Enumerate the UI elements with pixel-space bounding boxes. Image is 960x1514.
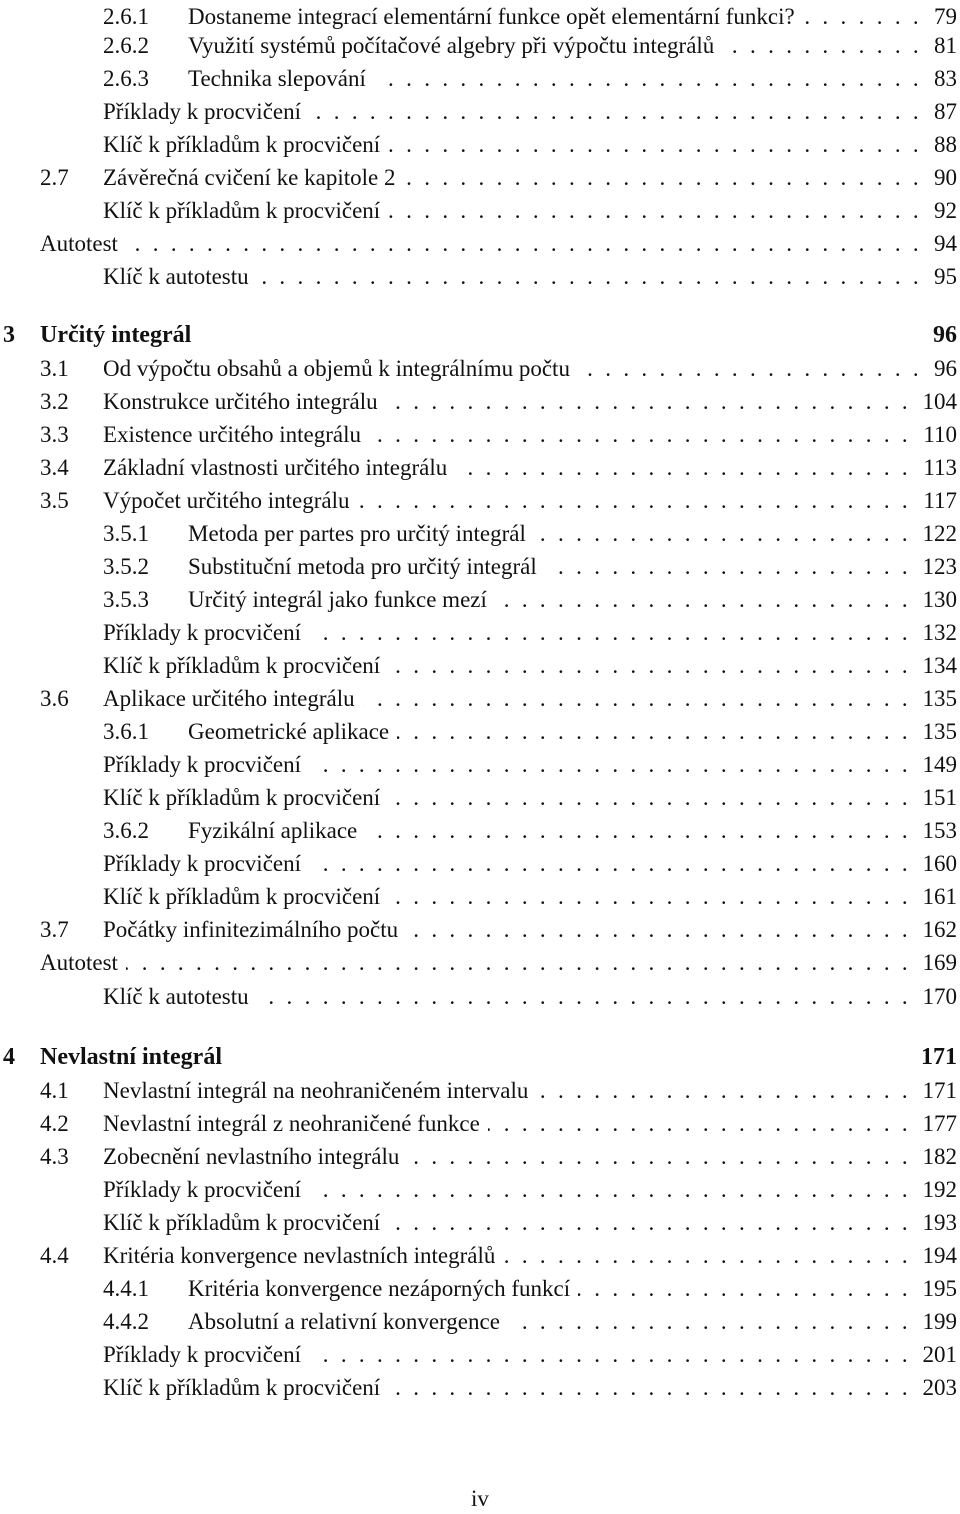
toc-entry-page: 83 [934,66,957,91]
toc-entry-title: Od výpočtu obsahů a objemů k integrálnímu počtu [103,356,570,381]
toc-entry-page: 194 [922,1243,957,1268]
toc-entry[interactable] [0,1239,960,1273]
toc-entry[interactable] [0,1074,960,1108]
toc-leader-dots [578,1272,911,1306]
toc-entry-page: 161 [922,884,957,909]
toc-entry-page: 177 [922,1111,957,1136]
toc-entry-page: 192 [922,1177,957,1202]
toc-entry-page: 169 [922,950,957,975]
toc-entry[interactable] [0,451,960,485]
toc-entry-title: Kritéria konvergence nevlastních integrálů [103,1243,496,1268]
toc-entry[interactable] [0,385,960,419]
toc-entry[interactable] [0,913,960,947]
toc-entry[interactable] [0,227,960,261]
toc-entry-page: 92 [934,198,957,223]
toc-entry[interactable] [0,880,960,914]
toc-leader-dots [358,484,911,518]
toc-entry-page: 151 [922,785,957,810]
toc-entry[interactable] [0,1206,960,1240]
toc-leader-dots [309,1173,911,1207]
toc-entry-page: 171 [921,1044,957,1070]
toc-entry-title: Závěrečná cvičení ke kapitole 2 [103,165,396,190]
toc-entry-number: 3.3 [40,422,69,447]
toc-entry[interactable] [0,847,960,881]
toc-entry-title: Využití systémů počítačové algebry při výpočtu integrálů [188,33,715,58]
toc-leader-dots [403,161,922,195]
toc-entry[interactable] [0,1371,960,1405]
toc-entry[interactable] [0,781,960,815]
toc-entry[interactable] [0,980,960,1014]
toc-entry-page: 123 [922,554,957,579]
toc-leader-dots [369,418,911,452]
toc-entry-page: 153 [922,818,957,843]
toc-entry-page: 87 [934,99,957,124]
toc-leader-dots [257,980,911,1014]
toc-entry-title: Zobecnění nevlastního integrálu [103,1144,400,1169]
toc-entry[interactable] [0,715,960,749]
toc-entry[interactable] [0,649,960,683]
toc-entry-page: 130 [922,587,957,612]
toc-entry-title: Určitý integrál [40,322,192,348]
toc-entry-number: 4.2 [40,1111,69,1136]
toc-entry-title: Příklady k procvičení [103,752,302,777]
toc-entry-title: Nevlastní integrál na neohraničeném intervalu [103,1078,529,1103]
toc-entry-title: Příklady k procvičení [103,1342,302,1367]
toc-leader-dots [126,946,911,980]
toc-entry[interactable] [0,550,960,584]
toc-entry[interactable] [0,1338,960,1372]
toc-leader-dots [388,1206,911,1240]
toc-entry[interactable] [0,161,960,195]
toc-entry-title: Geometrické aplikace [188,719,390,744]
toc-entry-title: Substituční metoda pro určitý integrál [188,554,537,579]
toc-leader-dots [363,682,911,716]
toc-entry-number: 3.5.2 [103,554,149,579]
toc-entry-number: 4.4.1 [103,1276,149,1301]
toc-entry[interactable] [0,194,960,228]
toc-entry-title: Příklady k procvičení [103,620,302,645]
toc-entry-number: 3.2 [40,389,69,414]
toc-entry-title: Technika slepování [188,66,366,91]
toc-entry-title: Klíč k příkladům k procvičení [103,884,381,909]
toc-entry-title: Klíč k příkladům k procvičení [103,132,381,157]
toc-entry[interactable] [0,128,960,162]
toc-entry-page: 135 [922,719,957,744]
toc-entry-number: 2.6.3 [103,66,149,91]
toc-entry-title: Klíč k autotestu [103,984,249,1009]
toc-entry-page: 162 [922,917,957,942]
toc-leader-dots [388,1371,911,1405]
toc-leader-dots [397,715,911,749]
toc-entry[interactable] [0,1173,960,1207]
toc-entry-number: 3.6 [40,686,69,711]
toc-leader-dots [495,583,911,617]
toc-leader-dots [388,781,911,815]
toc-leader-dots [406,913,911,947]
toc-entry-page: 96 [933,322,957,348]
toc-entry-page: 170 [922,984,957,1009]
toc-leader-dots [388,194,922,228]
toc-entry-page: 90 [934,165,957,190]
toc-entry[interactable] [0,616,960,650]
toc-entry-title: Základní vlastnosti určitého integrálu [103,455,448,480]
toc-leader-dots [365,814,911,848]
toc-entry-title: Existence určitého integrálu [103,422,362,447]
toc-chapter-entry[interactable] [0,1040,960,1074]
toc-entry-page: 195 [922,1276,957,1301]
toc-entry-title: Počátky infinitezimálního počtu [103,917,399,942]
toc-entry-page: 193 [922,1210,957,1235]
toc-entry-number: 4.1 [40,1078,69,1103]
toc-leader-dots [388,649,911,683]
toc-entry-title: Klíč k příkladům k procvičení [103,1375,381,1400]
toc-leader-dots [309,616,911,650]
toc-leader-dots [503,1239,911,1273]
toc-entry-number: 4.3 [40,1144,69,1169]
toc-entry-title: Klíč k příkladům k procvičení [103,653,381,678]
toc-leader-dots [545,550,911,584]
toc-entry-page: 199 [922,1309,957,1334]
toc-entry-title: Klíč k příkladům k procvičení [103,1210,381,1235]
toc-entry-title: Příklady k procvičení [103,99,302,124]
toc-entry[interactable] [0,517,960,551]
toc-entry[interactable] [0,1107,960,1141]
toc-entry-title: Metoda per partes pro určitý integrál [188,521,526,546]
toc-entry-number: 3.6.2 [103,818,149,843]
toc-entry[interactable] [0,260,960,294]
toc-entry-number: 3 [3,322,15,348]
toc-entry[interactable] [0,946,960,980]
toc-leader-dots [455,451,911,485]
toc-entry[interactable] [0,95,960,129]
toc-entry-title: Nevlastní integrál z neohraničené funkce [103,1111,480,1136]
toc-entry-number: 3.5.1 [103,521,149,546]
toc-leader-dots [388,128,922,162]
toc-entry-title: Fyzikální aplikace [188,818,358,843]
toc-entry-number: 3.4 [40,455,69,480]
toc-leader-dots [508,1305,911,1339]
toc-entry[interactable] [0,1272,960,1306]
toc-entry-title: Klíč k autotestu [103,264,249,289]
toc-leader-dots [722,29,922,63]
toc-entry-page: 149 [922,752,957,777]
toc-entry[interactable] [0,814,960,848]
toc-entry-page: 81 [934,33,957,58]
toc-entry-title: Autotest [40,950,118,975]
toc-leader-dots [534,517,911,551]
toc-entry-page: 182 [922,1144,957,1169]
toc-entry-title: Kritéria konvergence nezáporných funkcí [188,1276,571,1301]
toc-entry-number: 4.4.2 [103,1309,149,1334]
toc-entry-title: Aplikace určitého integrálu [103,686,355,711]
toc-leader-dots [309,748,911,782]
toc-entry-page: 96 [934,356,957,381]
toc-entry[interactable] [0,1305,960,1339]
toc-entry-page: 160 [922,851,957,876]
toc-entry-page: 88 [934,132,957,157]
toc-entry-number: 2.6.1 [103,4,149,29]
toc-entry-number: 3.6.1 [103,719,149,744]
toc-entry-title: Konstrukce určitého integrálu [103,389,378,414]
toc-entry-number: 4.4 [40,1243,69,1268]
toc-entry[interactable] [0,62,960,96]
toc-entry-page: 117 [923,488,957,513]
toc-entry-page: 104 [922,389,957,414]
toc-entry-number: 3.1 [40,356,69,381]
toc-entry-page: 94 [934,231,957,256]
toc-entry-number: 2.6.2 [103,33,149,58]
toc-entry-number: 2.7 [40,165,69,190]
toc-entry-title: Klíč k příkladům k procvičení [103,785,381,810]
toc-entry[interactable] [0,583,960,617]
toc-entry-page: 201 [922,1342,957,1367]
toc-entry-number: 4 [3,1044,15,1070]
toc-leader-dots [407,1140,911,1174]
toc-leader-dots [309,1338,911,1372]
toc-entry-title: Autotest [40,231,118,256]
toc-entry[interactable] [0,748,960,782]
toc-leader-dots [386,385,911,419]
toc-entry-page: 132 [922,620,957,645]
toc-entry-number: 3.5 [40,488,69,513]
toc-entry-title: Klíč k příkladům k procvičení [103,198,381,223]
toc-leader-dots [309,847,911,881]
toc-leader-dots [374,62,922,96]
toc-leader-dots [578,352,922,386]
toc-entry[interactable] [0,29,960,63]
toc-leader-dots [257,260,922,294]
toc-entry-title: Příklady k procvičení [103,851,302,876]
toc-entry-title: Určitý integrál jako funkce mezí [188,587,487,612]
toc-entry-page: 110 [923,422,957,447]
toc-entry[interactable] [0,1140,960,1174]
toc-entry-page: 95 [934,264,957,289]
toc-entry[interactable] [0,682,960,716]
toc-entry[interactable] [0,418,960,452]
toc-entry[interactable] [0,484,960,518]
toc-entry-title: Nevlastní integrál [40,1044,222,1070]
toc-entry-page: 171 [922,1078,957,1103]
toc-entry[interactable] [0,352,960,386]
toc-entry-number: 3.7 [40,917,69,942]
toc-entry-number: 3.5.3 [103,587,149,612]
toc-leader-dots [388,880,911,914]
toc-entry-page: 122 [922,521,957,546]
toc-entry-page: 203 [922,1375,957,1400]
toc-chapter-entry[interactable] [0,318,960,352]
toc-entry-title: Absolutní a relativní konvergence [188,1309,500,1334]
toc-leader-dots [536,1074,911,1108]
toc-entry-page: 135 [922,686,957,711]
toc-entry-title: Výpočet určitého integrálu [103,488,350,513]
toc-entry-page: 134 [922,653,957,678]
toc-leader-dots [488,1107,911,1141]
toc-leader-dots [309,95,922,129]
page-number: iv [471,1486,489,1511]
toc-leader-dots [126,227,922,261]
toc-entry-title: Příklady k procvičení [103,1177,302,1202]
toc-entry-title: Dostaneme integrací elementární funkce opět elementární funkci? [188,4,795,29]
toc-entry-page: 79 [934,4,957,29]
toc-entry-page: 113 [923,455,957,480]
